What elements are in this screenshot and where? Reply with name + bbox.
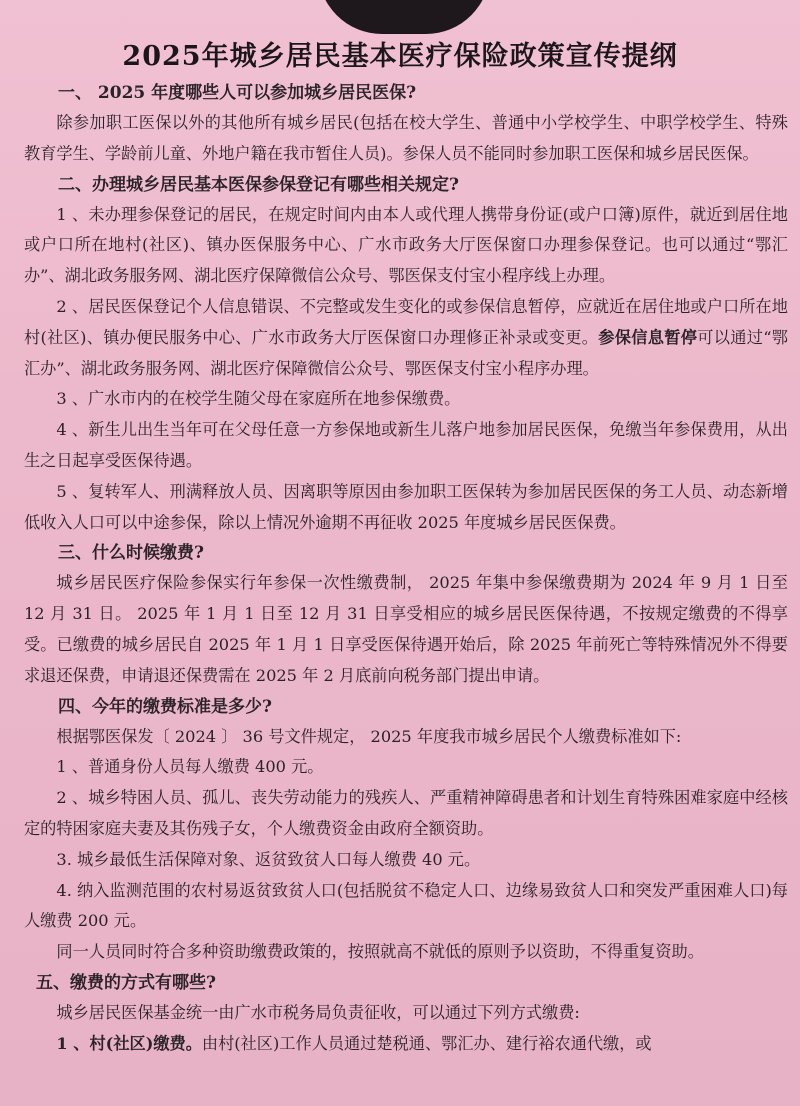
section-2-item-5: 5 、复转军人、刑满释放人员、因离职等原因由参加职工医保转为参加居民医保的务工人员、动态新增低收入人口可以中途参保，除以上情况外逾期不再征收 2025 年度城乡居民医保费。	[24, 481, 788, 532]
section-4-item-2: 2 、城乡特困人员、孤儿、丧失劳动能力的残疾人、严重精神障碍患者和计划生育特殊困难家庭中经核定的特困家庭夫妻及其伤残子女，个人缴费资金由政府全额资助。	[24, 788, 788, 838]
section-4-heading: 四、今年的缴费标准是多少?	[58, 696, 272, 717]
section-4-intro: 根据鄂医保发〔 2024 〕 36 号文件规定， 2025 年度我市城乡居民个人缴费标准如下:	[56, 726, 682, 746]
section-5-item-1	[24, 1029, 788, 1060]
section-2-heading: 二、办理城乡居民基本医保参保登记有哪些相关规定?	[58, 174, 459, 195]
section-2-item-2	[24, 292, 788, 384]
section-3-heading: 三、什么时候缴费?	[58, 543, 204, 564]
document-title: 2025年城乡居民基本医疗保险政策宣传提纲	[122, 41, 678, 72]
section-4-item-3: 3. 城乡最低生活保障对象、返贫致贫人口每人缴费 40 元。	[56, 849, 481, 869]
section-2-item-2-text: 2 、居民医保登记个人信息错误、不完整或发生变化的或参保信息暂停，应就近在居住地或户口所在地村(社区)、镇办便民服务中心、广水市政务大厅医保窗口办理修正补录或变更。	[24, 296, 788, 347]
dark-object-top	[318, 0, 490, 34]
section-1-paragraph: 除参加职工医保以外的其他所有城乡居民(包括在校大学生、普通中小学校学生、中职学校学生、特殊教育学生、学龄前儿童、外地户籍在我市暂住人员)。参保人员不能同时参加职工医保和城乡居民医保。	[24, 113, 788, 163]
section-4-item-1: 1 、普通身份人员每人缴费 400 元。	[56, 757, 324, 777]
section-5-intro: 城乡居民医保基金统一由广水市税务局负责征收，可以通过下列方式缴费:	[56, 1002, 580, 1022]
section-2-item-2-rest: 可以通过“鄂汇办”、湖北政务服务网、湖北医疗保障微信公众号、鄂医保支付宝小程序办理。	[24, 327, 788, 378]
section-1-heading: 一、 2025 年度哪些人可以参加城乡居民医保?	[58, 83, 417, 103]
section-2-item-1: 1 、未办理参保登记的居民，在规定时间内由本人或代理人携带身份证(或户口簿)原件，就近到居住地或户口所在地村(社区)、镇办医保服务中心、广水市政务大厅医保窗口办理参保登记。也可以通过“鄂汇办”、湖北政务服务网、湖北医疗保障微信公众号、鄂医保支付宝小程序线上办理。	[24, 204, 788, 286]
section-4-item-4: 4. 纳入监测范围的农村易返贫致贫人口(包括脱贫不稳定人口、边缘易致贫人口和突发严重困难人口)每人缴费 200 元。	[24, 880, 788, 931]
section-5-item-1-bold: 1 、村(社区)缴费。	[56, 1033, 202, 1053]
section-4-note: 同一人员同时符合多种资助缴费政策的，按照就高不就低的原则予以资助，不得重复资助。	[56, 942, 704, 962]
section-2-item-4: 4 、新生儿出生当年可在父母任意一方参保地或新生儿落户地参加居民医保，免缴当年参保费用，从出生之日起享受医保待遇。	[24, 420, 788, 470]
section-2-item-3: 3 、广水市内的在校学生随父母在家庭所在地参保缴费。	[56, 389, 461, 409]
section-5-heading: 五、缴费的方式有哪些?	[36, 972, 216, 993]
document-body	[24, 78, 788, 1060]
section-3-paragraph: 城乡居民医疗保险参保实行年参保一次性缴费制， 2025 年集中参保缴费期为 2024 年 9 月 1 日至 12 月 31 日。 2025 年 1 月 1 日至 12 月 31 日享受相应的城乡居民医保待遇，不按规定缴费的不得享受。已缴费的城乡居民自 2025 年 1 月 1 日享受医保待遇开始后，除 2025 年前死亡等特殊情况外不得要求退还保费，申请退还保费需在 2025 年 2 月底前向税务部门提出申请。	[24, 573, 788, 685]
section-2-item-2-bold: 参保信息暂停	[598, 327, 698, 347]
section-5-item-1-text: 由村(社区)工作人员通过楚税通、鄂汇办、建行裕农通代缴，或	[201, 1033, 652, 1053]
